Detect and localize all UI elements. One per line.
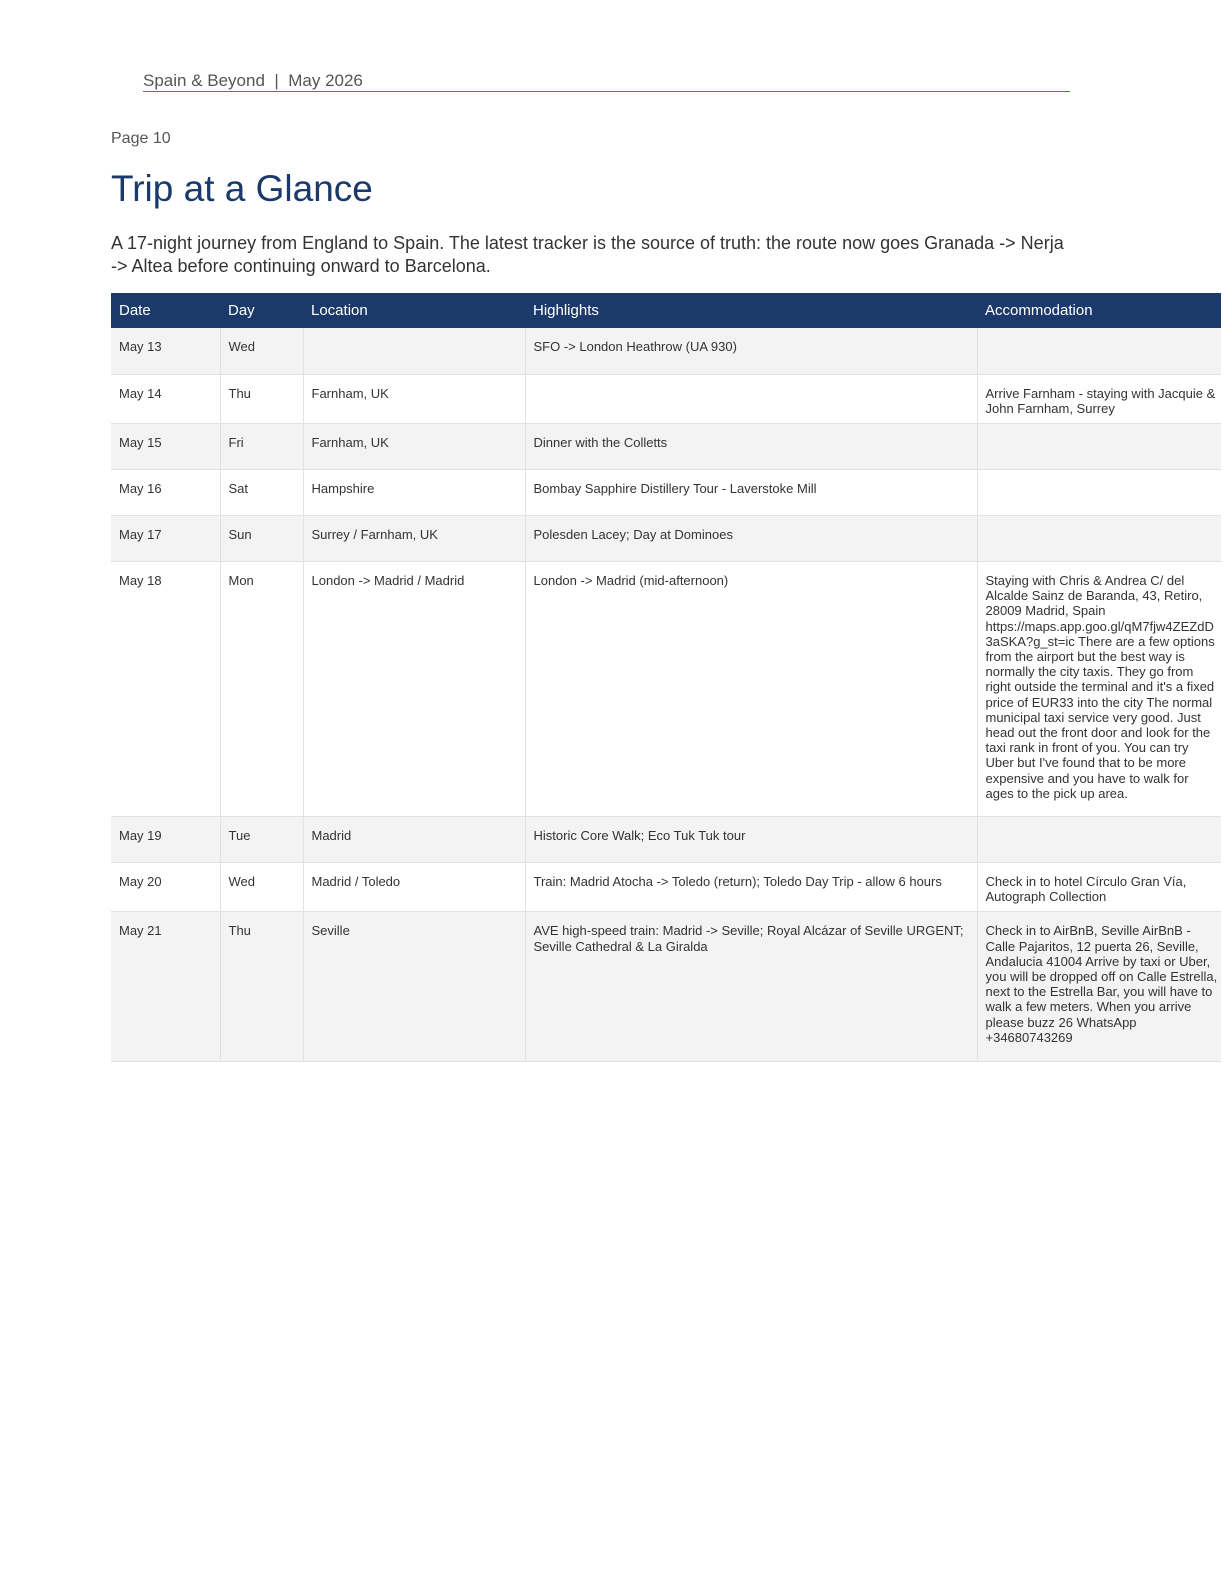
cell-date: May 20 [111, 862, 220, 911]
cell-day: Sun [220, 515, 303, 561]
cell-day: Mon [220, 561, 303, 816]
table-row [111, 469, 1221, 515]
column-header-date: Date [111, 293, 220, 328]
column-header-day: Day [220, 293, 303, 328]
column-header-highlights: Highlights [525, 293, 977, 328]
cell-date: May 21 [111, 912, 220, 1062]
table-row [111, 912, 1221, 1062]
cell-highlights: Train: Madrid Atocha -> Toledo (return); Toledo Day Trip - allow 6 hours [525, 862, 977, 911]
cell-day: Thu [220, 912, 303, 1062]
cell-accommodation: Staying with Chris & Andrea C/ del Alcalde Sainz de Baranda, 43, Retiro, 28009 Madrid, Spain https://maps.app.goo.gl/qM7fjw4ZEZdD3aSKA?g_st=ic There are a few options from the airport but the best way is normally the city taxis. They go from right outside the terminal and it's a fixed price of EUR33 into the city The normal municipal taxi service very good. Just head out the front door and look for the taxi rank in front of you. You can try Uber but I've found that to be more expensive and you have to walk for ages to the pick up area. [977, 561, 1221, 816]
table-row [111, 862, 1221, 911]
cell-day: Sat [220, 469, 303, 515]
table-row [111, 374, 1221, 423]
cell-location: Farnham, UK [303, 423, 525, 469]
cell-location: Madrid [303, 816, 525, 862]
cell-location: Hampshire [303, 469, 525, 515]
cell-accommodation: Arrive Farnham - staying with Jacquie & John Farnham, Surrey [977, 374, 1221, 423]
cell-location: Madrid / Toledo [303, 862, 525, 911]
itinerary-table-container [111, 293, 1224, 1062]
table-row [111, 816, 1221, 862]
cell-day: Tue [220, 816, 303, 862]
cell-location: Seville [303, 912, 525, 1062]
cell-highlights: Polesden Lacey; Day at Dominoes [525, 515, 977, 561]
itinerary-table [111, 293, 1221, 1062]
running-header: Spain & Beyond | May 2026 [143, 70, 1070, 92]
column-header-location: Location [303, 293, 525, 328]
cell-accommodation [977, 423, 1221, 469]
cell-location: Surrey / Farnham, UK [303, 515, 525, 561]
cell-highlights [525, 374, 977, 423]
cell-date: May 17 [111, 515, 220, 561]
cell-highlights: London -> Madrid (mid-afternoon) [525, 561, 977, 816]
cell-date: May 13 [111, 328, 220, 374]
cell-day: Fri [220, 423, 303, 469]
cell-day: Wed [220, 328, 303, 374]
table-row [111, 515, 1221, 561]
cell-accommodation [977, 328, 1221, 374]
column-header-accommodation: Accommodation [977, 293, 1221, 328]
cell-day: Thu [220, 374, 303, 423]
cell-date: May 14 [111, 374, 220, 423]
cell-highlights: Bombay Sapphire Distillery Tour - Laverstoke Mill [525, 469, 977, 515]
cell-date: May 19 [111, 816, 220, 862]
cell-accommodation [977, 469, 1221, 515]
intro-paragraph: A 17-night journey from England to Spain. The latest tracker is the source of truth: the route now goes Granada -> Nerja -> Altea before continuing onward to Barcelona. [111, 233, 1064, 276]
cell-highlights: SFO -> London Heathrow (UA 930) [525, 328, 977, 374]
table-row [111, 561, 1221, 816]
cell-location [303, 328, 525, 374]
cell-date: May 15 [111, 423, 220, 469]
cell-location: London -> Madrid / Madrid [303, 561, 525, 816]
cell-highlights: AVE high-speed train: Madrid -> Seville; Royal Alcázar of Seville URGENT; Seville Cathedral & La Giralda [525, 912, 977, 1062]
table-header-row [111, 293, 1221, 328]
page-number: Page 10 [111, 130, 171, 147]
cell-date: May 16 [111, 469, 220, 515]
cell-accommodation: Check in to hotel Círculo Gran Vía, Autograph Collection [977, 862, 1221, 911]
cell-accommodation: Check in to AirBnB, Seville AirBnB - Calle Pajaritos, 12 puerta 26, Seville, Andalucia 41004 Arrive by taxi or Uber, you will be dropped off on Calle Estrella, next to the Estrella Bar, you will have to walk a few meters. When you arrive please buzz 26 WhatsApp +34680743269 [977, 912, 1221, 1062]
cell-location: Farnham, UK [303, 374, 525, 423]
page-title: Trip at a Glance [111, 168, 373, 209]
table-row [111, 328, 1221, 374]
cell-day: Wed [220, 862, 303, 911]
cell-accommodation [977, 816, 1221, 862]
cell-accommodation [977, 515, 1221, 561]
table-row [111, 423, 1221, 469]
cell-highlights: Historic Core Walk; Eco Tuk Tuk tour [525, 816, 977, 862]
cell-highlights: Dinner with the Colletts [525, 423, 977, 469]
cell-date: May 18 [111, 561, 220, 816]
